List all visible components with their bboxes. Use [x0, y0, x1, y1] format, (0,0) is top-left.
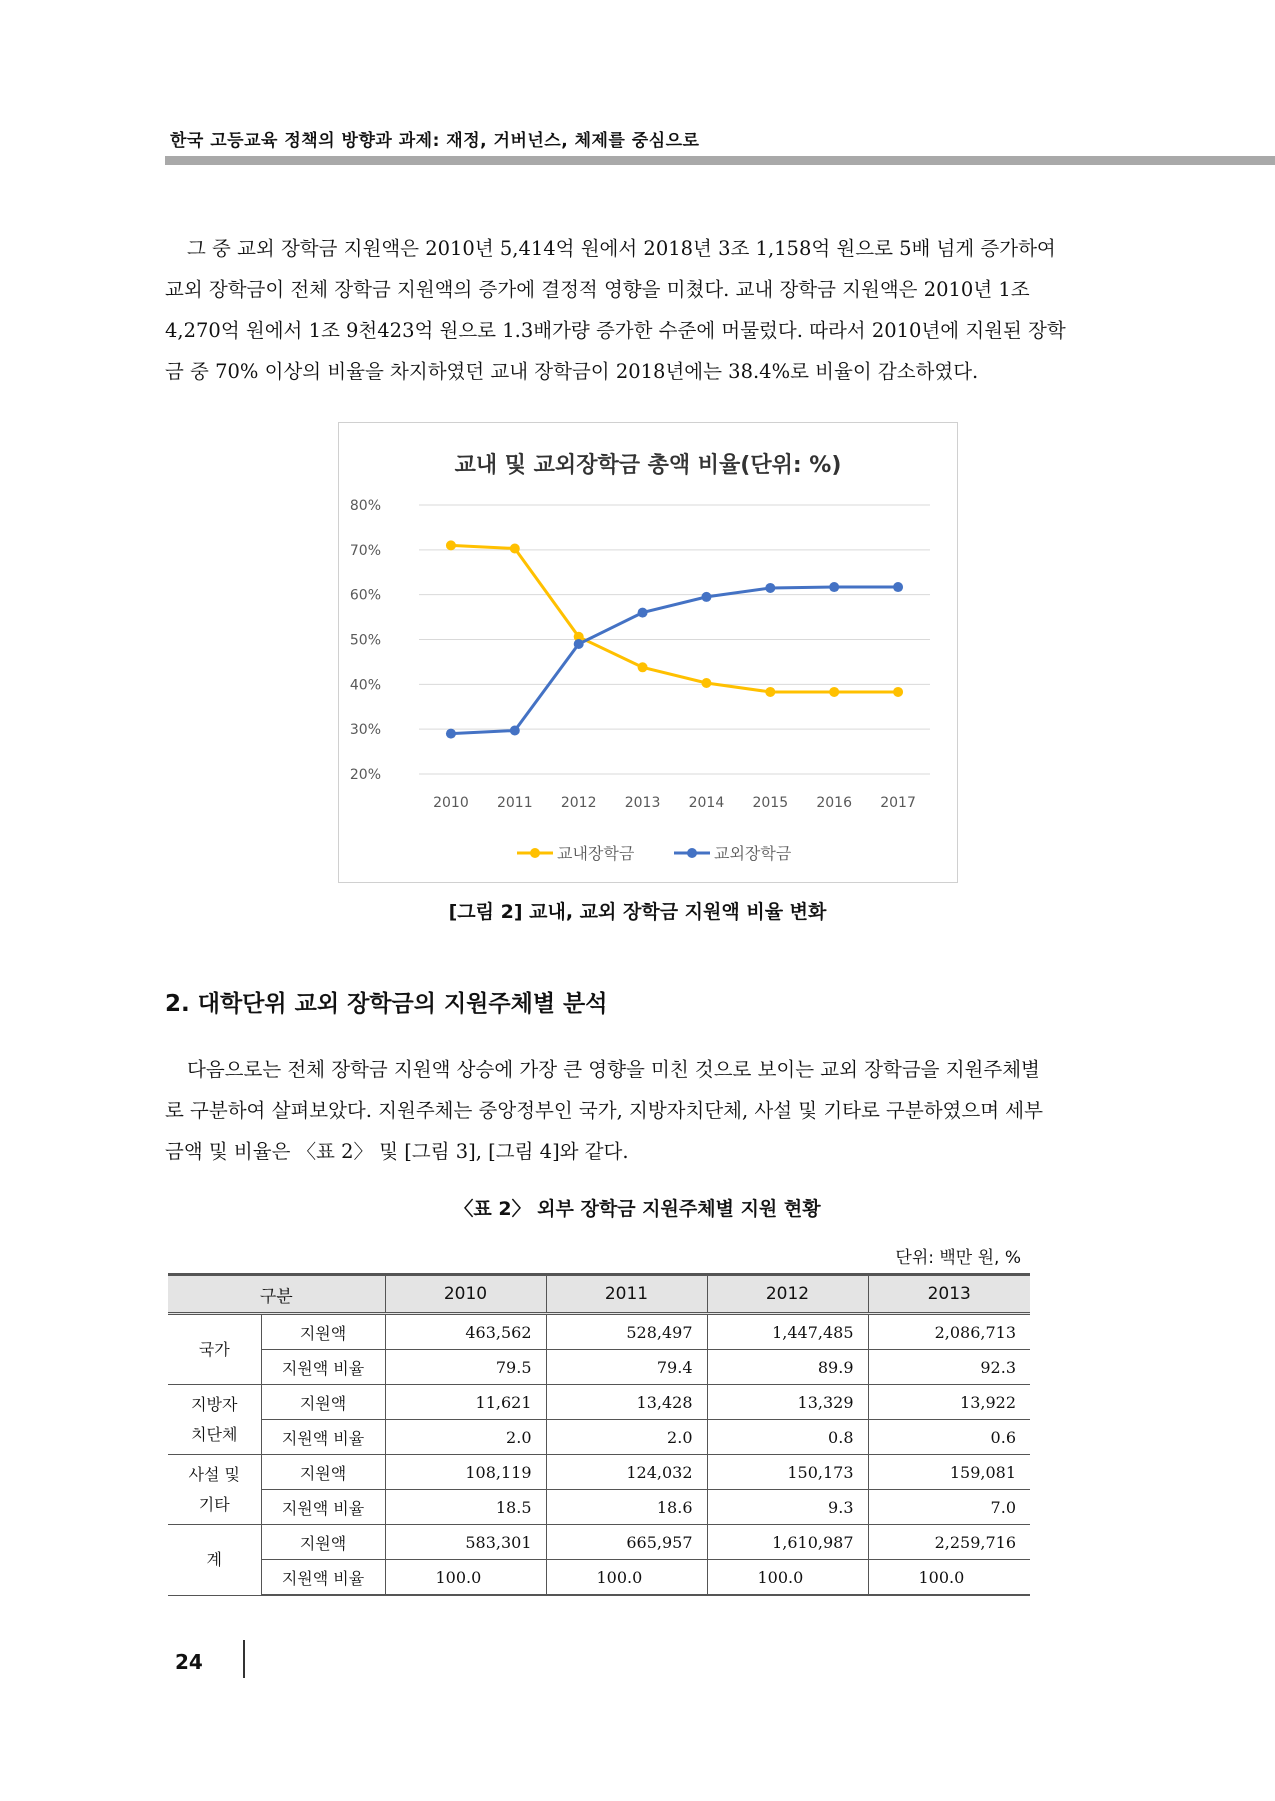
- table-cell: 92.3: [868, 1350, 1030, 1385]
- table-cell: 9.3: [707, 1490, 868, 1525]
- data-point: [574, 639, 584, 649]
- row-label: 지원액: [261, 1385, 385, 1420]
- row-label: 지원액: [261, 1314, 385, 1350]
- table-cell: 100.0: [868, 1560, 1030, 1596]
- paragraph-line: 로 구분하여 살펴보았다. 지원주체는 중앙정부인 국가, 지방자치단체, 사설 및 기타로 구분하였으며 세부: [165, 1099, 1043, 1122]
- legend-swatch-marker: [530, 848, 540, 858]
- row-group-label: 계: [168, 1525, 261, 1596]
- data-point: [893, 582, 903, 592]
- legend-label: 교외장학금: [714, 844, 792, 863]
- row-group-label: 지방자 치단체: [168, 1385, 261, 1455]
- paragraph-line: 교외 장학금이 전체 장학금 지원액의 증가에 결정적 영향을 미쳤다. 교내 장학금 지원액은 2010년 1조: [165, 278, 1030, 301]
- y-tick-label: 20%: [349, 767, 381, 783]
- table-cell: 100.0: [546, 1560, 707, 1596]
- table-cell: 150,173: [707, 1455, 868, 1490]
- table-cell: 89.9: [707, 1350, 868, 1385]
- y-tick-label: 70%: [349, 542, 381, 559]
- data-point: [701, 592, 711, 602]
- figure-frame: [338, 422, 958, 883]
- table-row: [168, 1385, 1030, 1420]
- section-title: 2. 대학단위 교외 장학금의 지원주체별 분석: [165, 991, 608, 1017]
- x-tick-label: 2011: [496, 795, 533, 811]
- table-row: [168, 1420, 1030, 1455]
- paragraph-line: 그 중 교외 장학금 지원액은 2010년 5,414억 원에서 2018년 3조 1,158억 원으로 5배 넘게 증가하여: [187, 237, 1056, 260]
- table-row: [168, 1560, 1030, 1596]
- data-point: [446, 540, 456, 550]
- table-row: [168, 1455, 1030, 1490]
- table-row: [168, 1525, 1030, 1560]
- data-point: [829, 687, 839, 697]
- running-header: 한국 고등교육 정책의 방향과 과제: 재정, 거버넌스, 체제를 중심으로: [170, 131, 700, 151]
- table-header-row: [168, 1275, 1030, 1314]
- table-cell: 79.5: [385, 1350, 546, 1385]
- series-line-1: [451, 545, 898, 692]
- table-row: [168, 1490, 1030, 1525]
- y-tick-label: 50%: [349, 632, 381, 649]
- table-cell: 665,957: [546, 1525, 707, 1560]
- row-label: 지원액: [261, 1525, 385, 1560]
- chart-title: 교내 및 교외장학금 총액 비율(단위: %): [454, 453, 842, 478]
- data-point: [765, 687, 775, 697]
- row-label: 지원액 비율: [261, 1490, 385, 1525]
- table-cell: 1,610,987: [707, 1525, 868, 1560]
- x-tick-label: 2015: [752, 795, 789, 811]
- table-cell: 18.5: [385, 1490, 546, 1525]
- table-cell: 100.0: [707, 1560, 868, 1596]
- data-point: [510, 543, 520, 553]
- row-group-label: 국가: [168, 1314, 261, 1385]
- table-cell: 2.0: [385, 1420, 546, 1455]
- table-cell: 100.0: [385, 1560, 546, 1596]
- paragraph-1: [165, 228, 1110, 392]
- data-point: [701, 678, 711, 688]
- figure-caption: [그림 2] 교내, 교외 장학금 지원액 비율 변화: [448, 901, 827, 923]
- row-group-label: 사설 및 기타: [168, 1455, 261, 1525]
- row-label: 지원액 비율: [261, 1420, 385, 1455]
- table-cell: 2.0: [546, 1420, 707, 1455]
- x-tick-label: 2017: [880, 795, 916, 811]
- paragraph-line: 다음으로는 전체 장학금 지원액 상승에 가장 큰 영향을 미친 것으로 보이는 교외 장학금을 지원주체별: [187, 1058, 1040, 1081]
- table-cell: 13,329: [707, 1385, 868, 1420]
- table-cell: 108,119: [385, 1455, 546, 1490]
- data-point: [446, 729, 456, 739]
- data-point: [510, 726, 520, 736]
- table-row: [168, 1314, 1030, 1350]
- table-header-cell: 2010: [385, 1275, 546, 1314]
- table-cell: 13,922: [868, 1385, 1030, 1420]
- table-unit: 단위: 백만 원, %: [895, 1248, 1021, 1268]
- table-cell: 79.4: [546, 1350, 707, 1385]
- table-cell: 124,032: [546, 1455, 707, 1490]
- table-cell: 0.8: [707, 1420, 868, 1455]
- data-point: [829, 582, 839, 592]
- table-caption: 〈표 2〉 외부 장학금 지원주체별 지원 현황: [454, 1198, 821, 1220]
- data-point: [638, 608, 648, 618]
- series-line-2: [451, 587, 898, 734]
- data-point: [638, 662, 648, 672]
- table-cell: 11,621: [385, 1385, 546, 1420]
- table-cell: 528,497: [546, 1314, 707, 1350]
- page-number: 24: [175, 1650, 203, 1674]
- x-tick-label: 2013: [624, 795, 661, 811]
- footer-divider: [243, 1640, 245, 1678]
- table-cell: 7.0: [868, 1490, 1030, 1525]
- row-label: 지원액: [261, 1455, 385, 1490]
- paragraph-line: 금액 및 비율은 〈표 2〉 및 [그림 3], [그림 4]와 같다.: [165, 1140, 629, 1163]
- table-cell: 2,086,713: [868, 1314, 1030, 1350]
- table-cell: 463,562: [385, 1314, 546, 1350]
- table-cell: 1,447,485: [707, 1314, 868, 1350]
- table-row: [168, 1350, 1030, 1385]
- x-tick-label: 2014: [688, 795, 725, 811]
- row-label: 지원액 비율: [261, 1560, 385, 1596]
- x-tick-label: 2016: [816, 795, 853, 811]
- paragraph-2: [165, 1049, 1110, 1172]
- row-label: 지원액 비율: [261, 1350, 385, 1385]
- y-tick-label: 80%: [349, 498, 381, 514]
- x-tick-label: 2012: [560, 795, 597, 811]
- paragraph-line: 4,270억 원에서 1조 9천423억 원으로 1.3배가량 증가한 수준에 머물렀다. 따라서 2010년에 지원된 장학: [165, 319, 1066, 342]
- line-chart: [339, 423, 957, 882]
- y-tick-label: 60%: [349, 587, 381, 604]
- table-cell: 159,081: [868, 1455, 1030, 1490]
- table-cell: 2,259,716: [868, 1525, 1030, 1560]
- legend-swatch-marker: [687, 848, 697, 858]
- y-tick-label: 30%: [349, 722, 381, 739]
- data-point: [893, 687, 903, 697]
- table-header-cell: 2013: [868, 1275, 1030, 1314]
- y-tick-label: 40%: [349, 677, 381, 694]
- table-cell: 13,428: [546, 1385, 707, 1420]
- legend-label: 교내장학금: [557, 844, 635, 863]
- x-tick-label: 2010: [433, 795, 469, 811]
- table-header-cell: 2012: [707, 1275, 868, 1314]
- table-cell: 18.6: [546, 1490, 707, 1525]
- table-header-cell: 2011: [546, 1275, 707, 1314]
- support-table: [168, 1273, 1030, 1596]
- table-header-cell: 구분: [168, 1275, 385, 1314]
- paragraph-line: 금 중 70% 이상의 비율을 차지하였던 교내 장학금이 2018년에는 38.4%로 비율이 감소하였다.: [165, 360, 979, 383]
- data-point: [765, 583, 775, 593]
- header-rule: [165, 156, 1275, 165]
- table-cell: 0.6: [868, 1420, 1030, 1455]
- table-cell: 583,301: [385, 1525, 546, 1560]
